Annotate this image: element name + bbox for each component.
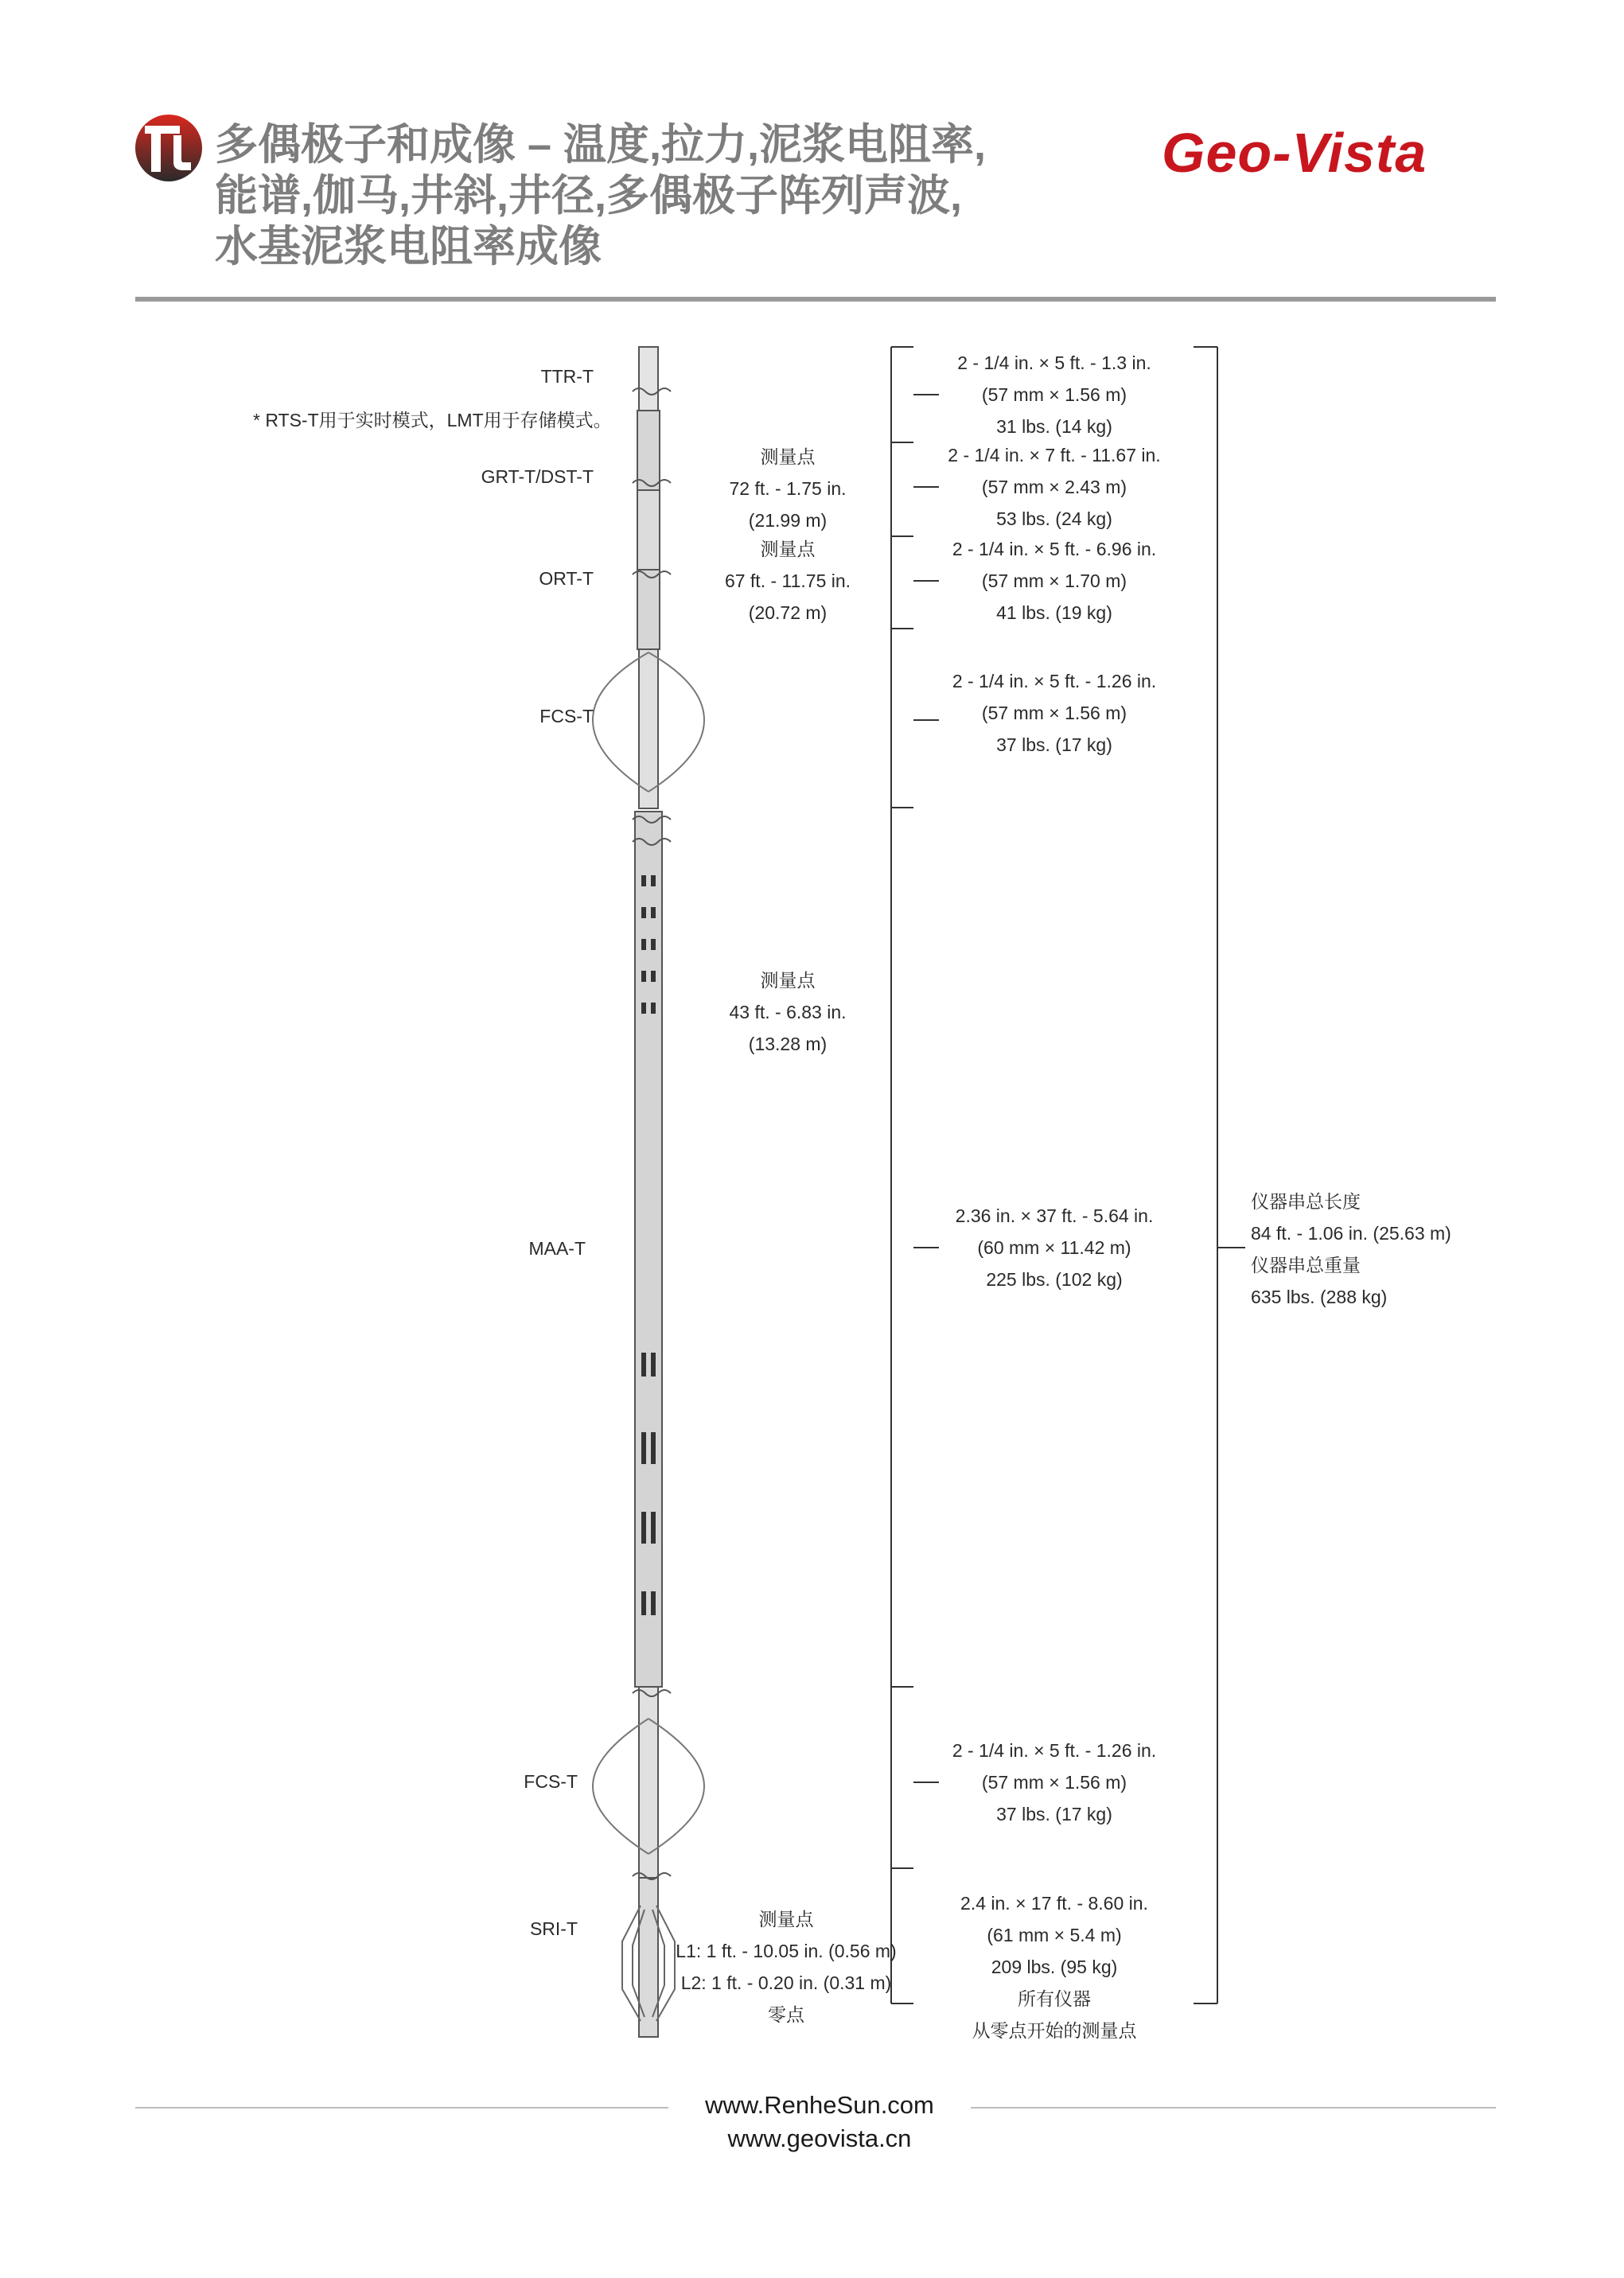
tool-label-fcs-lower: FCS-T: [524, 1771, 578, 1792]
measure-point-2: [684, 533, 891, 629]
tool-label-ttr: TTR-T: [540, 366, 594, 387]
measure-point-4-line: 测量点: [758, 1909, 814, 1929]
spec-line: 2 - 1/4 in. × 5 ft. - 1.26 in.: [952, 671, 1157, 691]
spec-line: (57 mm × 1.56 m): [981, 384, 1127, 405]
total-length-value: 84 ft. - 1.06 in. (25.63 m): [1251, 1223, 1451, 1244]
measure-bracket: [891, 347, 913, 2003]
tool-label-maa: MAA-T: [528, 1238, 586, 1259]
note-text: * RTS-T用于实时模式，LMT用于存储模式。: [253, 410, 612, 430]
totals-block: [1251, 1186, 1451, 1313]
footer-url-geovista[interactable]: www.geovista.cn: [727, 2124, 912, 2152]
title-line-3: 水基泥浆电阻率成像: [215, 223, 602, 271]
tool-string-body: [635, 347, 662, 2037]
measure-point-3-line: 43 ft. - 6.83 in.: [729, 1002, 847, 1022]
measure-point-3-line: (13.28 m): [748, 1034, 828, 1054]
spec-line: 209 lbs. (95 kg): [991, 1957, 1118, 1977]
spec-line: 2.4 in. × 17 ft. - 8.60 in.: [960, 1893, 1148, 1914]
brand-logo: Geo-Vista: [1162, 122, 1427, 184]
spec-line: 2 - 1/4 in. × 5 ft. - 6.96 in.: [952, 539, 1157, 559]
tool-label-grt-dst: GRT-T/DST-T: [481, 466, 594, 487]
measure-point-1-line: 测量点: [760, 446, 816, 467]
tool-label-fcs-upper: FCS-T: [539, 706, 594, 726]
measure-point-3-line: 测量点: [760, 970, 816, 991]
spec-line: 从零点开始的测量点: [972, 2020, 1137, 2041]
measure-point-2-line: 67 ft. - 11.75 in.: [724, 570, 851, 591]
measure-point-4: [667, 1903, 905, 2031]
spec-line: (61 mm × 5.4 m): [987, 1925, 1122, 1945]
measure-point-2-line: (20.72 m): [748, 602, 828, 623]
spec-line: 53 lbs. (24 kg): [996, 508, 1112, 529]
spec-line: 2 - 1/4 in. × 5 ft. - 1.3 in.: [957, 352, 1151, 373]
spec-line: 37 lbs. (17 kg): [996, 1804, 1112, 1824]
spec-sri: [923, 1887, 1186, 2046]
spec-line: 所有仪器: [1018, 1988, 1091, 2009]
total-weight-value: 635 lbs. (288 kg): [1251, 1287, 1388, 1307]
measure-point-2-line: 测量点: [760, 539, 816, 559]
measure-point-1: [684, 441, 891, 536]
total-length-label: 仪器串总长度: [1251, 1191, 1361, 1212]
spec-line: 31 lbs. (14 kg): [996, 416, 1112, 437]
totals-bracket: [1194, 347, 1245, 2003]
tool-label-sri: SRI-T: [529, 1918, 578, 1939]
tool-label-ort: ORT-T: [539, 568, 594, 589]
measure-point-4-line: L2: 1 ft. - 0.20 in. (0.31 m): [680, 1972, 892, 1993]
spec-line: 2 - 1/4 in. × 7 ft. - 11.67 in.: [948, 445, 1161, 465]
spec-maa: [923, 1200, 1186, 1295]
spec-ort: [923, 533, 1186, 629]
spec-line: (57 mm × 1.70 m): [981, 570, 1127, 591]
spec-line: (57 mm × 2.43 m): [981, 477, 1127, 497]
measure-point-1-line: (21.99 m): [748, 510, 828, 531]
measure-point-4-line: 零点: [768, 2004, 804, 2025]
measure-point-3: [684, 964, 891, 1060]
spec-line: 37 lbs. (17 kg): [996, 734, 1112, 755]
spec-line: (57 mm × 1.56 m): [981, 1772, 1127, 1793]
measure-point-1-line: 72 ft. - 1.75 in.: [729, 478, 847, 499]
spec-fcs-upper: [923, 665, 1186, 761]
spec-line: 225 lbs. (102 kg): [986, 1269, 1123, 1290]
total-weight-label: 仪器串总重量: [1251, 1255, 1361, 1275]
spec-ttr: [923, 347, 1186, 442]
spec-grt-dst: [923, 439, 1186, 535]
title-line-2: 能谱,伽马,井斜,井径,多偶极子阵列声波,: [215, 172, 963, 220]
title-line-1: 多偶极子和成像 – 温度,拉力,泥浆电阻率,: [215, 121, 987, 169]
footer-url-renhesun[interactable]: www.RenheSun.com: [705, 2091, 934, 2119]
measure-point-4-line: L1: 1 ft. - 10.05 in. (0.56 m): [676, 1941, 897, 1961]
spec-line: 2.36 in. × 37 ft. - 5.64 in.: [955, 1205, 1154, 1226]
spec-line: (57 mm × 1.56 m): [981, 703, 1127, 723]
spec-fcs-lower: [923, 1735, 1186, 1830]
spec-line: (60 mm × 11.42 m): [977, 1237, 1131, 1258]
spec-line: 41 lbs. (19 kg): [996, 602, 1112, 623]
spec-line: 2 - 1/4 in. × 5 ft. - 1.26 in.: [952, 1740, 1157, 1761]
